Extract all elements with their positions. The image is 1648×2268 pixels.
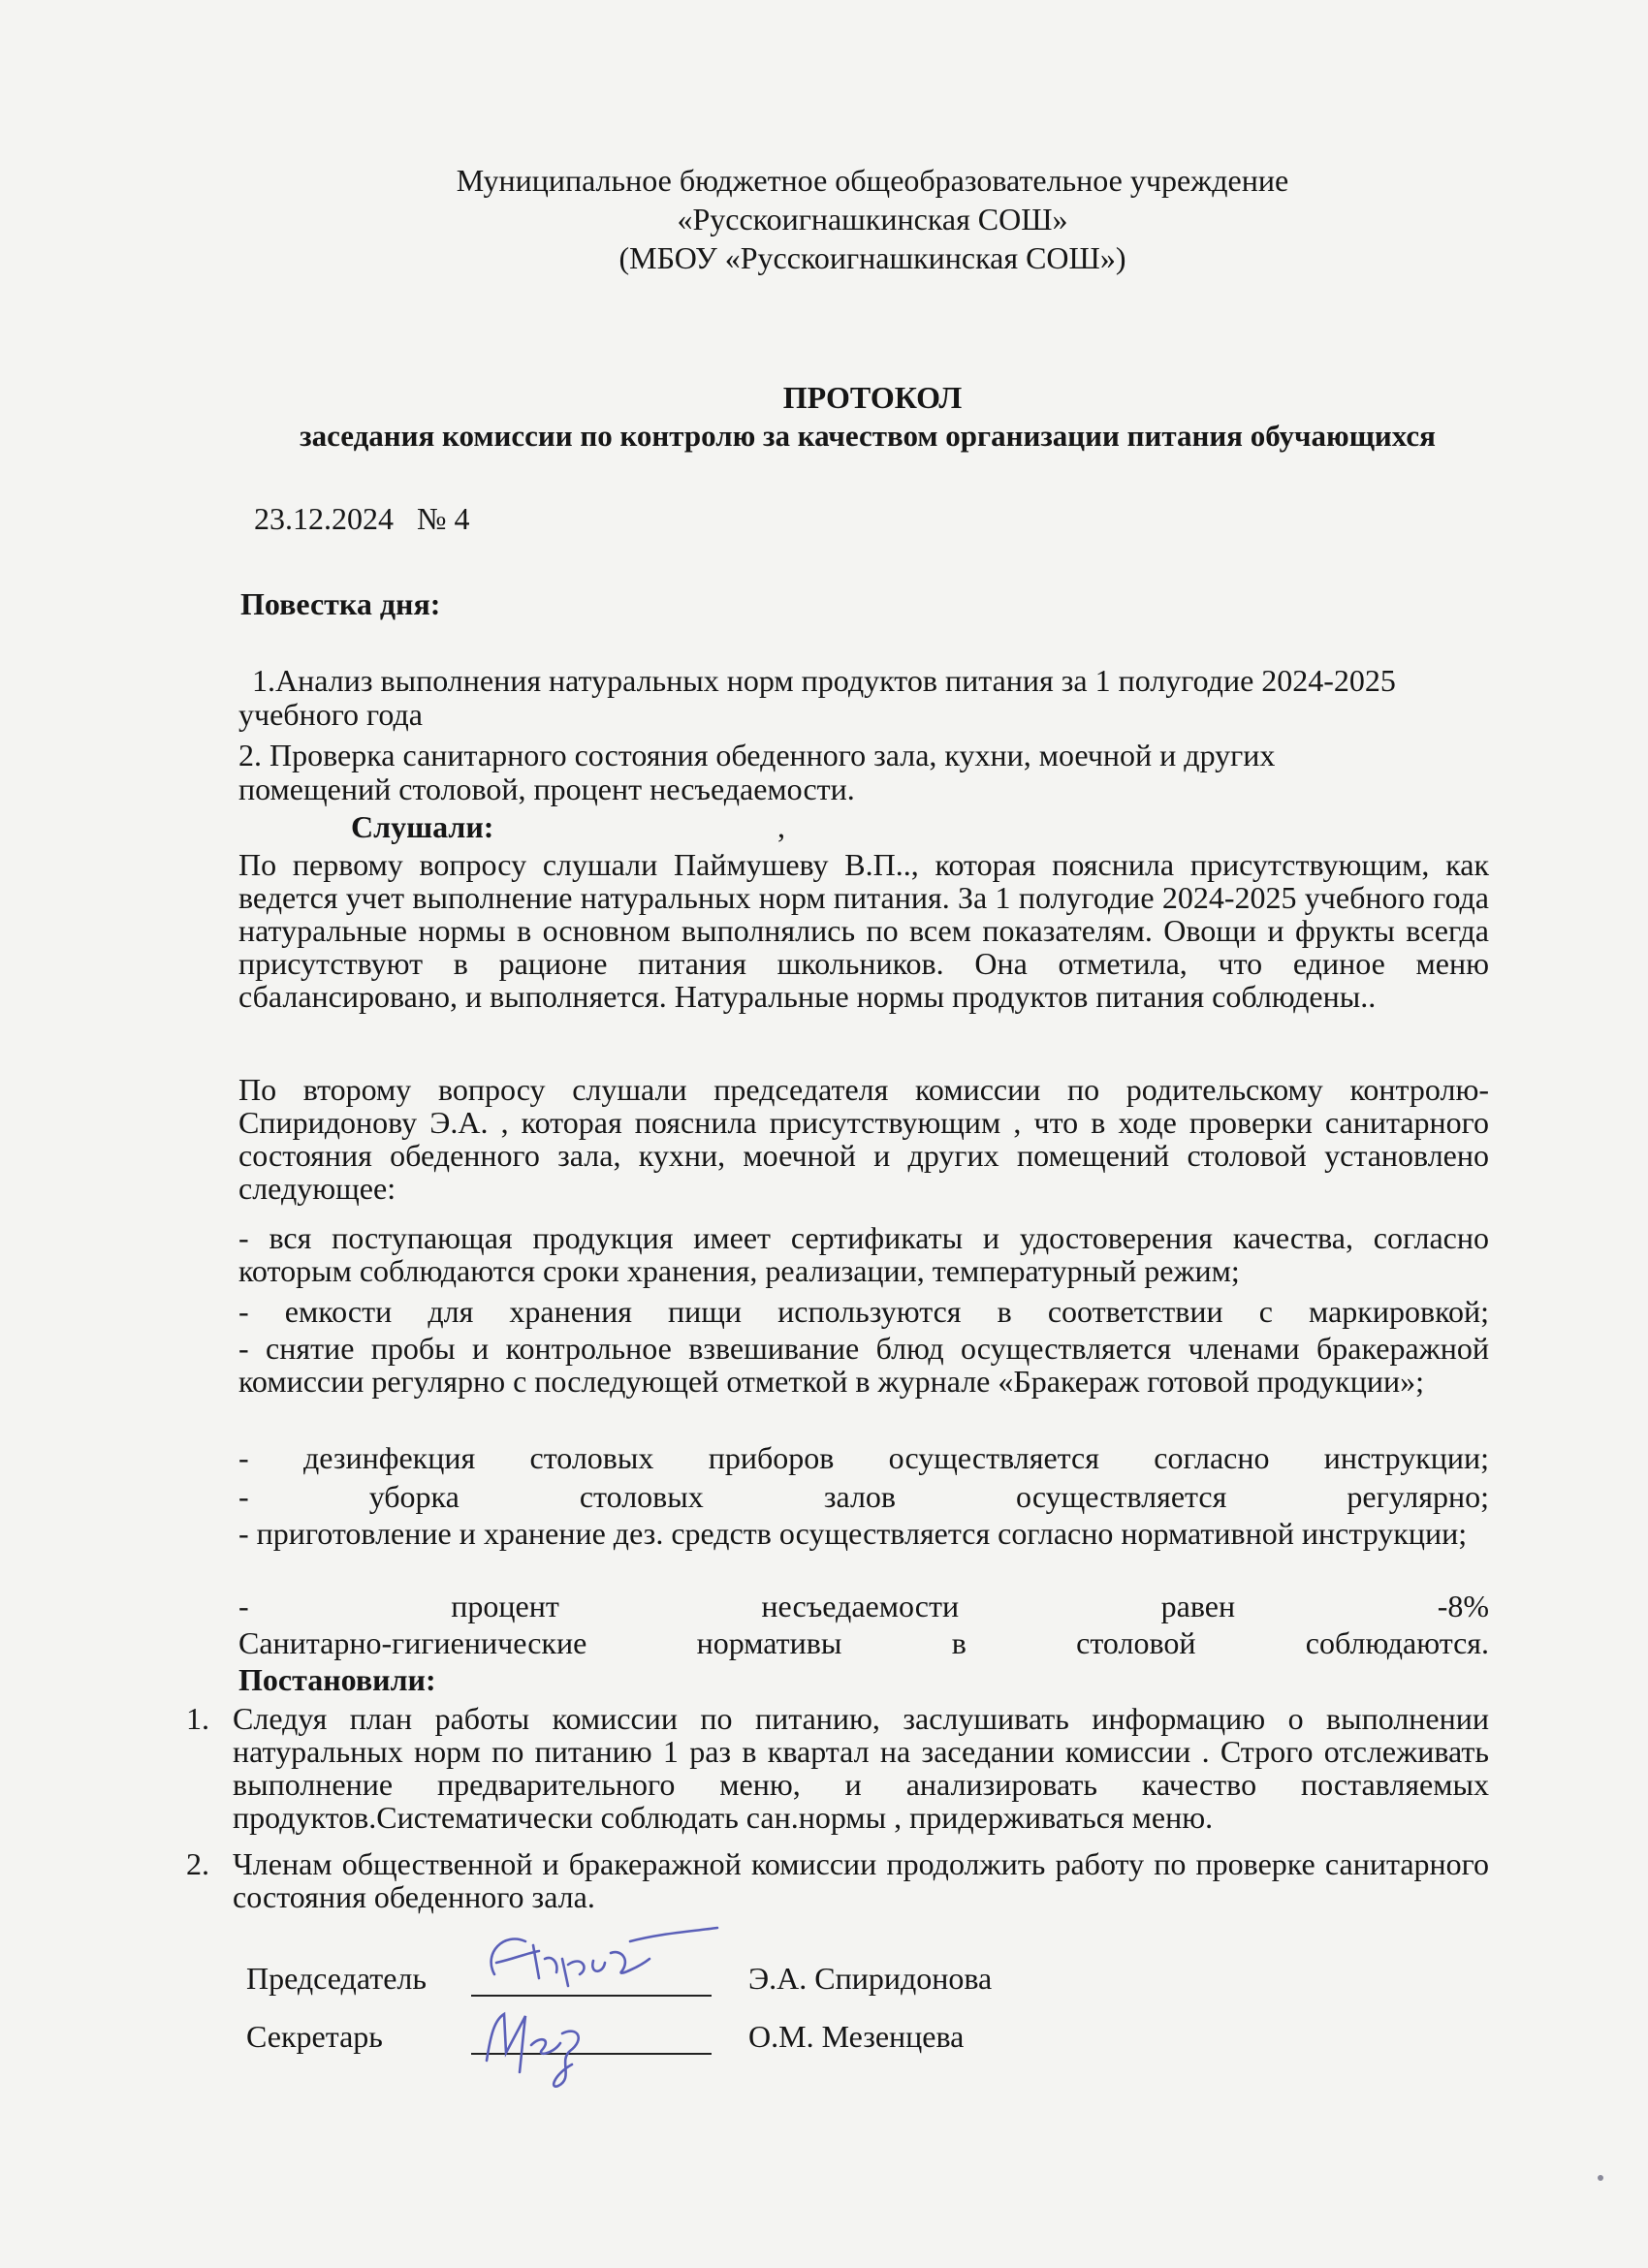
agenda-item-2-line2: помещений столовой, процент несъедаемости. xyxy=(238,772,855,806)
heard-paragraph-1: По первому вопросу слушали Паймушеву В.П.., которая пояснила присутствующим, как ведется учет выполнение натуральных норм питания. За 1 полугодие 2024-2025 учебного года натуральные нормы в основном выполнялись по всем показателям. Овощи и фрукты всегда присутствуют в рационе питания школьников. Она отметила, что единое меню сбалансировано, и выполняется. Натуральные нормы продуктов питания соблюдены.. xyxy=(238,847,1489,1014)
scan-speck xyxy=(1598,2175,1603,2181)
chair-role: Председатель xyxy=(246,1961,427,1996)
chair-signature xyxy=(475,1924,727,2001)
stray-mark: , xyxy=(777,809,785,844)
heard-bullet-disinfection: - дезинфекция столовых приборов осуществляется согласно инструкции; xyxy=(238,1440,1489,1475)
heard-bullet-detergents: - приготовление и хранение дез. средств осуществляется согласно нормативной инструкции; xyxy=(238,1516,1468,1551)
heard-bullet-sampling: - снятие пробы и контрольное взвешивание блюд осуществляется членами бракеражной комиссии регулярно с последующей отметкой в журнале «Бракераж готовой продукции»; xyxy=(238,1331,1489,1399)
agenda-heading: Повестка дня: xyxy=(240,586,441,621)
protocol-meta xyxy=(254,502,470,535)
agenda-item-2-line1: 2. Проверка санитарного состояния обеденного зала, кухни, моечной и других xyxy=(238,738,1276,772)
decided-heading: Постановили: xyxy=(238,1662,436,1697)
heard-bullet-cleaning: - уборка столовых залов осуществляется регулярно; xyxy=(238,1479,1489,1514)
secretary-name: О.М. Мезенцева xyxy=(748,2019,965,2054)
decided-item-1-text: Следуя план работы комиссии по питанию, заслушивать информацию о выполнении натуральных норм по питанию 1 раз в квартал на заседании комиссии . Строго отслеживать выполнение предварительного меню, и анализировать качество поставляемых продуктов.Систематически соблюдать сан.нормы , придерживаться меню. xyxy=(233,1701,1489,1835)
heard-conclusion: Санитарно-гигиенические нормативы в столовой соблюдаются. xyxy=(238,1625,1489,1660)
org-name-line2: «Русскоигнашкинская СОШ» xyxy=(677,202,1068,236)
secretary-role: Секретарь xyxy=(246,2019,383,2054)
heard-bullet-containers: - емкости для хранения пищи используются в соответствии с маркировкой; xyxy=(238,1294,1489,1329)
protocol-number: № 4 xyxy=(417,501,470,536)
decided-item-2-number: 2. xyxy=(186,1846,209,1881)
heard-paragraph-2: По второму вопросу слушали председателя комиссии по родительскому контролю- Спиридонову Э.А. , которая пояснила присутствующим , что в ходе проверки санитарного состояния обеденного зала, кухни, моечной и других помещений столовой установлено следующее: xyxy=(238,1072,1489,1206)
heard-heading: Слушали: xyxy=(351,809,494,844)
decided-item-2-text: Членам общественной и бракеражной комиссии продолжить работу по проверке санитарного состояния обеденного зала. xyxy=(233,1846,1489,1914)
agenda-item-1-line1: 1.Анализ выполнения натуральных норм продуктов питания за 1 полугодие 2024-2025 xyxy=(252,663,1396,698)
chair-name: Э.А. Спиридонова xyxy=(748,1961,993,1996)
document-title: ПРОТОКОЛ xyxy=(782,380,963,415)
org-name-line1: Муниципальное бюджетное общеобразовательное учреждение xyxy=(456,163,1289,198)
org-short-name: (МБОУ «Русскоигнашкинская СОШ») xyxy=(618,240,1126,275)
document-subtitle: заседания комиссии по контролю за качеством организации питания обучающихся xyxy=(300,419,1436,453)
secretary-signature xyxy=(465,1997,611,2092)
protocol-date: 23.12.2024 xyxy=(254,501,394,536)
agenda-item-1-line2: учебного года xyxy=(238,697,423,732)
heard-bullet-certificates: - вся поступающая продукция имеет сертификаты и удостоверения качества, согласно которым соблюдаются сроки хранения, реализации, температурный режим; xyxy=(238,1220,1489,1288)
decided-item-1-number: 1. xyxy=(186,1701,209,1736)
heard-bullet-waste-percent: - процент несъедаемости равен -8% xyxy=(238,1589,1489,1623)
